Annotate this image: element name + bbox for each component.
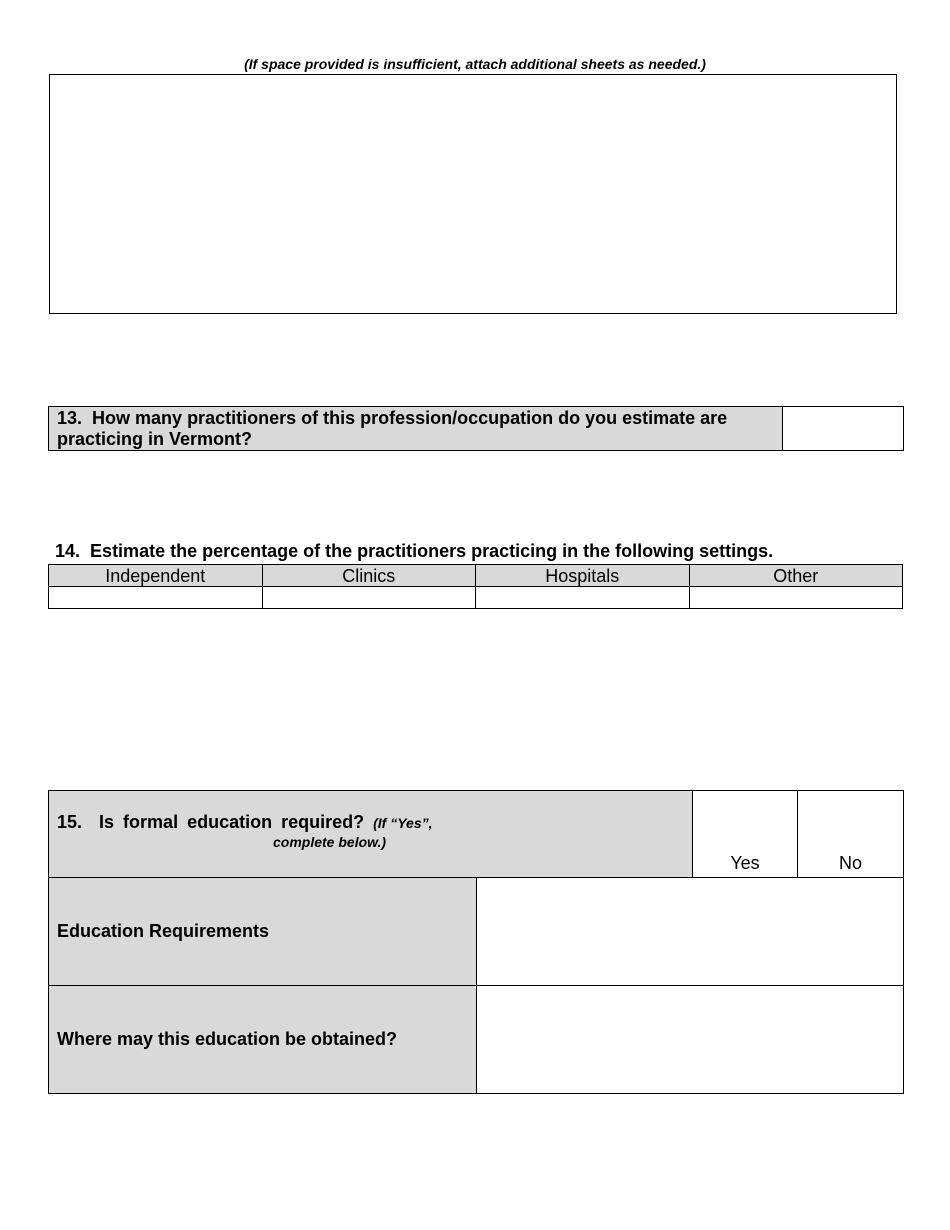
q14-col-independent: Independent xyxy=(49,565,263,587)
q15-yes-option[interactable]: Yes xyxy=(693,791,798,878)
q15-number: 15. xyxy=(57,812,83,832)
q13-question xyxy=(49,407,783,451)
q13-number: 13. xyxy=(57,407,83,428)
education-requirements-field[interactable] xyxy=(477,878,904,986)
q14-table xyxy=(48,564,903,609)
q14-input-hospitals[interactable] xyxy=(476,587,690,609)
education-location-field[interactable] xyxy=(477,986,904,1094)
education-location-label: Where may this education be obtained? xyxy=(49,986,477,1094)
q15-note-part2: complete below.) xyxy=(273,834,387,850)
q14-col-clinics: Clinics xyxy=(262,565,476,587)
q13-table xyxy=(48,406,904,451)
q15-note-part1: (If “Yes”, xyxy=(373,815,433,831)
q15-text: Is formal education required? xyxy=(99,812,365,832)
attachment-note: (If space provided is insufficient, attach additional sheets as needed.) xyxy=(244,56,706,72)
education-requirements-label: Education Requirements xyxy=(49,878,477,986)
q15-table xyxy=(48,790,904,1094)
q15-question xyxy=(49,791,693,878)
q14-input-clinics[interactable] xyxy=(262,587,476,609)
q13-text: How many practitioners of this profession/occupation do you estimate are practicing in Vermont? xyxy=(57,407,728,449)
q14-text: Estimate the percentage of the practitioners practicing in the following settings. xyxy=(90,541,774,561)
previous-answer-box[interactable] xyxy=(49,74,897,314)
q14-input-other[interactable] xyxy=(689,587,903,609)
q13-answer-field[interactable] xyxy=(783,407,904,451)
q14-col-hospitals: Hospitals xyxy=(476,565,690,587)
q15-no-option[interactable]: No xyxy=(798,791,904,878)
q14-input-independent[interactable] xyxy=(49,587,263,609)
q14-question xyxy=(55,541,773,562)
q14-col-other: Other xyxy=(689,565,903,587)
q14-number: 14. xyxy=(55,541,81,561)
